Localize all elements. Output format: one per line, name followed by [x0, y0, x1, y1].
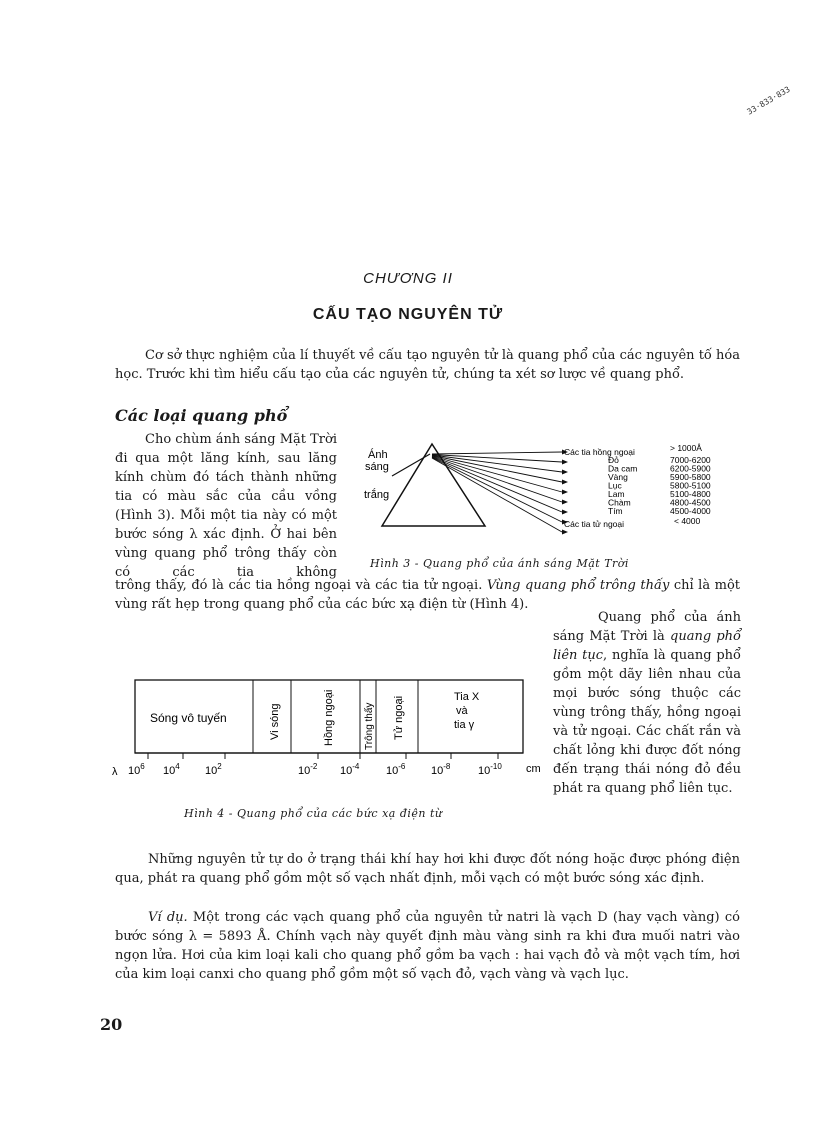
ray-arrowhead — [562, 470, 568, 475]
section-heading: Các loại quang phổ — [115, 406, 288, 425]
color-name: Chàm — [608, 497, 631, 508]
lambda-label: λ — [112, 766, 118, 778]
paragraph-example — [115, 908, 740, 984]
color-name: Lam — [608, 489, 625, 499]
color-name: Da cam — [608, 463, 638, 474]
ray-arrowhead — [562, 460, 568, 465]
tick-label: $10^{-2}$ — [298, 762, 318, 777]
tick-label: $10^{-6}$ — [386, 762, 406, 777]
tick-label: $10^4$ — [163, 762, 180, 777]
ir-label: Các tia hồng ngoại — [564, 447, 635, 457]
paragraph-line-spectrum: Những nguyên tử tự do ở trạng thái khí hay hơi khi được đốt nóng hoặc được phóng điện qua, phát ra quang phổ gồm một số vạch nhất định, mỗi vạch có một bước sóng xác định. — [115, 852, 740, 886]
chapter-label: CHƯƠNG II — [363, 270, 453, 287]
color-name: Lục — [608, 480, 622, 491]
color-range: 4500-4000 — [670, 506, 711, 516]
continuous-term: quang phổ liên tục — [553, 629, 741, 663]
color-labels — [608, 455, 711, 516]
color-name: Đỏ — [608, 455, 619, 465]
color-range: 6200-5900 — [670, 463, 711, 474]
light-label-3: trắng — [364, 489, 390, 501]
ray-arrowhead — [562, 510, 568, 515]
color-range: 5900-5800 — [670, 472, 711, 482]
band-xray-1: Tia X — [454, 691, 480, 703]
refracted-rays — [432, 450, 568, 535]
color-name: Tím — [608, 506, 623, 516]
color-name: Vàng — [608, 472, 628, 482]
tick-label: $10^{-8}$ — [431, 762, 451, 777]
library-stamp: 33·833·833 — [745, 84, 792, 117]
color-range: 7000-6200 — [670, 455, 711, 465]
ray-line — [432, 457, 562, 512]
figure-4-caption: Hình 4 - Quang phổ của các bức xạ điện từ — [184, 807, 443, 820]
unit-label: cm — [526, 763, 541, 775]
ray-arrowhead — [562, 480, 568, 485]
tick-label: $10^{-4}$ — [340, 762, 360, 777]
ray-line — [432, 455, 562, 463]
light-label-2: sáng — [365, 461, 389, 473]
ir-value: > 1000Å — [670, 443, 702, 453]
color-range: 5800-5100 — [670, 480, 711, 491]
tick-label: $10^2$ — [205, 762, 222, 777]
figure-3-caption: Hình 3 - Quang phổ của ánh sáng Mặt Trời — [370, 557, 629, 570]
intro-paragraph: Cơ sở thực nghiệm của lí thuyết về cấu tạo nguyên tử là quang phổ của các nguyên tố hóa học. Trước khi tìm hiểu cấu tạo của các nguyên tử, chúng ta xét sơ lược về quang phổ. — [115, 348, 740, 382]
visible-region-term: Vùng quang phổ trông thấy — [486, 578, 670, 593]
continuous-text-a: Quang phổ của ánh sáng Mặt Trời là — [553, 610, 741, 644]
white-ray — [392, 454, 430, 476]
ray-arrowhead — [562, 500, 568, 505]
paragraph-prism: Cho chùm ánh sáng Mặt Trời đi qua một lăng kính, sau lăng kính chùm đó tách thành những tia có màu sắc của cầu vồng (Hình 3). Mỗi một tia này có một bước sóng λ xác định. Ở hai bên vùng quang phổ trông thấy còn có các tia không — [115, 432, 337, 580]
ray-line — [432, 458, 562, 523]
invisible-rays-text-a: trông thấy, đó là các tia hồng ngoại và các tia tử ngoại. — [115, 578, 487, 593]
example-label: Ví dụ. — [148, 910, 188, 925]
light-label-1: Ánh — [368, 449, 388, 461]
continuous-text-b: , nghĩa là quang phổ gồm một dãy liên nhau của mọi bước sóng thuộc các vùng trông thấy, hồng ngoại và tử ngoại. Các chất rắn và chất lỏng khi được đốt nóng đến trạng thái nóng đỏ đều phát ra quang phổ liên tục. — [553, 648, 741, 796]
paragraph-continuous-spectrum — [553, 608, 741, 798]
example-text: Một trong các vạch quang phổ của nguyên tử natri là vạch D (hay vạch vàng) có bước sóng λ = 5893 Å. Chính vạch này quyết định màu vàng sinh ra khi đưa muối natri vào ngọn lửa. Hơi của kim loại kali cho quang phổ gồm ba vạch : hai vạch đỏ và một vạch tím, hơi của kim loại canxi cho quang phổ gồm một số vạch đỏ, vạch vàng và vạch lục. — [115, 910, 740, 982]
tick-label: $10^{-10}$ — [478, 762, 502, 777]
band-visible: Trông thấy — [364, 702, 375, 750]
color-range: 5100-4800 — [670, 489, 711, 499]
band-xray-2: và — [456, 705, 468, 717]
figure-3-prism — [352, 436, 742, 556]
ray-line — [432, 452, 562, 454]
band-micro: Vi sóng — [269, 703, 281, 740]
ray-arrowhead — [562, 530, 568, 535]
chapter-title: CẤU TẠO NGUYÊN TỬ — [312, 306, 504, 323]
figure-4-em-spectrum — [108, 676, 548, 786]
ray-arrowhead — [562, 490, 568, 495]
axis-ticks — [128, 753, 502, 777]
uv-value: < 4000 — [674, 516, 701, 526]
uv-label: Các tia tử ngoại — [564, 519, 625, 529]
page-number: 20 — [100, 1015, 123, 1034]
band-xray-3: tia γ — [454, 719, 475, 731]
band-uv: Tử ngoại — [393, 695, 405, 740]
band-radio: Sóng vô tuyến — [150, 711, 227, 725]
color-range: 4800-4500 — [670, 497, 711, 508]
tick-label: $10^6$ — [128, 762, 145, 777]
invisible-rays-text-b: chỉ là một vùng rất hẹp trong quang phổ của các bức xạ điện từ (Hình 4). — [115, 578, 740, 612]
band-ir: Hồng ngoại — [323, 689, 335, 746]
